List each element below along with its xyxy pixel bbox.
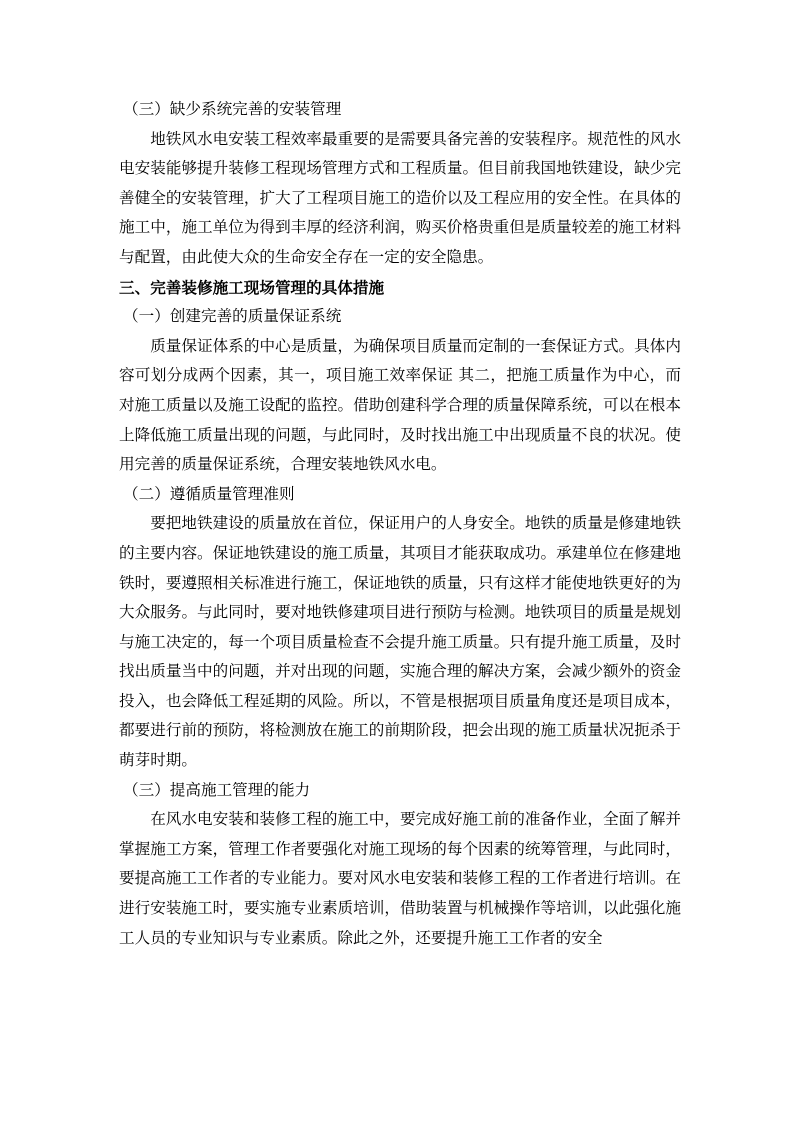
paragraph-install-management: 地铁风水电安装工程效率最重要的是需要具备完善的安装程序。规范性的风水电安装能够提升装修工程现场管理方式和工程质量。但目前我国地铁建设，缺少完善健全的安装管理，扩大了工程项目施工的造价以及工程应用的安全性。在具体的施工中，施工单位为得到丰厚的经济利润，购买价格贵重但是质量较差的施工材料与配置，由此使大众的生命安全存在一定的安全隐患。: [119, 129, 681, 266]
paragraph-quality-principles: 要把地铁建设的质量放在首位，保证用户的人身安全。地铁的质量是修建地铁的主要内容。保证地铁建设的施工质量，其项目才能获取成功。承建单位在修建地铁时，要遵照相关标准进行施工，保证地铁的质量，只有这样才能使地铁更好的为大众服务。与此同时，要对地铁修建项目进行预防与检测。地铁项目的质量是规划与施工决定的，每一个项目质量检查不会提升施工质量。只有提升施工质量，及时找出质量当中的问题，并对出现的问题，实施合理的解决方案，会减少额外的资金投入，也会降低工程延期的风险。所以，不管是根据项目质量角度还是项目成本，都要进行前的预防，将检测放在施工的前期阶段，把会出现的施工质量状况扼杀于萌芽时期。: [119, 514, 681, 770]
section-heading-measures: 三、完善装修施工现场管理的具体措施: [119, 277, 385, 297]
document-page: [119, 95, 681, 953]
subsection-heading-lack-install-management: （三）缺少系统完善的安装管理: [123, 100, 342, 118]
subsection-heading-quality-principles: （二）遵循质量管理准则: [123, 484, 295, 503]
subsection-heading-quality-system: （一）创建完善的质量保证系统: [123, 307, 342, 326]
paragraph-management-ability: 在风水电安装和装修工程的施工中，要完成好施工前的准备作业，全面了解并掌握施工方案，管理工作者要强化对施工现场的每个因素的统筹管理，与此同时，要提高施工工作者的专业能力。要对风水电安装和装修工程的工作者进行培训。在进行安装施工时，要实施专业素质培训，借助装置与机械操作等培训，以此强化施工人员的专业知识与专业素质。除此之外，还要提升施工工作者的安全: [119, 810, 681, 947]
subsection-heading-management-ability: （三）提高施工管理的能力: [123, 780, 311, 799]
paragraph-quality-system: 质量保证体系的中心是质量，为确保项目质量而定制的一套保证方式。具体内容可划分成两个因素，其一，项目施工效率保证 其二，把施工质量作为中心，而对施工质量以及施工设配的监控。借助创建科学合理的质量保障系统，可以在根本上降低施工质量出现的问题，与此同时，及时找出施工中出现质量不良的状况。使用完善的质量保证系统，合理安装地铁风水电。: [119, 336, 681, 474]
